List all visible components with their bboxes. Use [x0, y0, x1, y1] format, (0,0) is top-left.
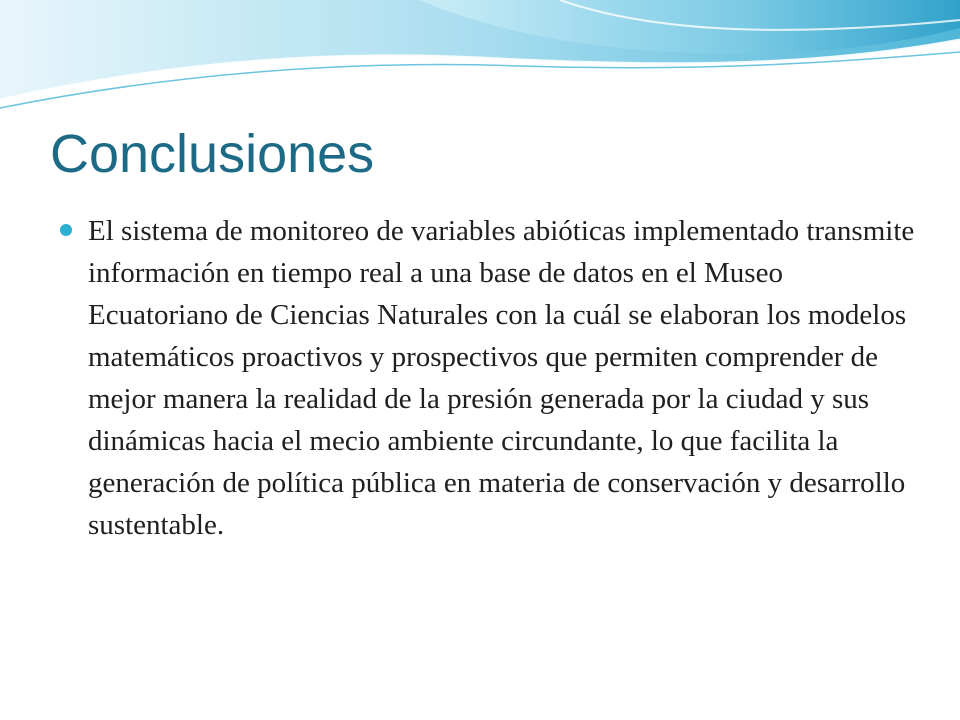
bullet-list: [60, 210, 920, 546]
bullet-dot-icon: [60, 224, 72, 236]
header-wave-decoration: [0, 0, 960, 120]
bullet-item: [60, 210, 920, 546]
slide-title: Conclusiones: [50, 124, 375, 184]
bullet-text: El sistema de monitoreo de variables abióticas implementado transmite información en tiempo real a una base de datos en el Museo Ecuatoriano de Ciencias Naturales con la cuál se elaboran los modelos matemáticos proactivos y prospectivos que permiten comprender de mejor manera la realidad de la presión generada por la ciudad y sus dinámicas hacia el mecio ambiente circundante, lo que facilita la generación de política pública en materia de conservación y desarrollo sustentable.: [88, 215, 915, 541]
